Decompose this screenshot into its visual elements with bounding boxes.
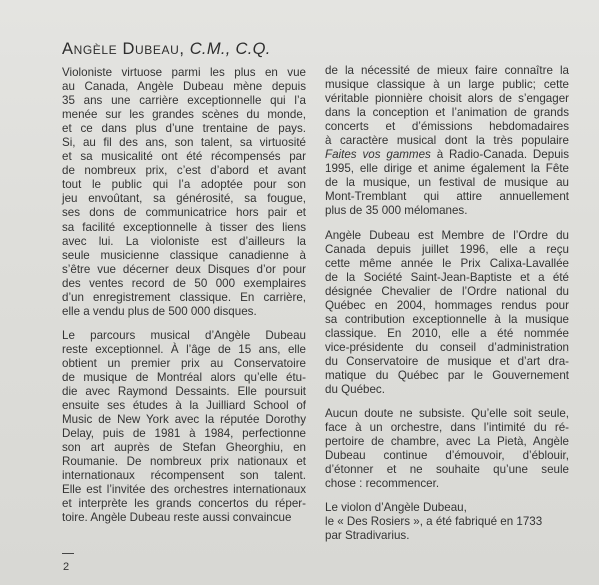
- text-line: du Québec.: [325, 383, 385, 397]
- text-line: son art auprès de Stefan Gheorghiu, en: [62, 441, 306, 455]
- text-line: et sa musicalité ont été récompensés par: [62, 150, 306, 164]
- text-line: toire. Angèle Dubeau reste aussi convaincue: [62, 511, 292, 525]
- text-line: concerts et d’émissions hebdomadaires: [325, 120, 569, 134]
- text-line: avec lui. La violoniste est d’ailleurs la: [62, 234, 306, 248]
- text-line: cette même année le Prix Calixa-Lavallée: [325, 256, 569, 270]
- text-line: d’un enregistrement classique. En carrière,: [62, 290, 306, 304]
- heading-separator: ,: [179, 40, 190, 58]
- text-line: jeu envoûtant, sa générosité, sa fougue,: [62, 192, 306, 206]
- text-line: die avec Raymond Dessaints. Elle poursuit: [62, 385, 306, 399]
- text-line: elle a vendu plus de 500 000 disques.: [62, 304, 257, 318]
- paragraph: [325, 229, 569, 398]
- text-line: ensuite ses études à la Juilliard School of: [62, 399, 306, 413]
- text-line: du Conservatoire de musique et d’art dra-: [325, 354, 569, 368]
- text-line: de musique de Montréal alors qu’elle étu-: [62, 370, 306, 384]
- text-line: de nombreux prix, c’est d’abord et avant: [62, 164, 306, 178]
- artist-credentials: C.M., C.Q.: [189, 40, 271, 58]
- text-line: Le violon d’Angèle Dubeau,: [325, 501, 467, 515]
- text-line: chose : recommencer.: [325, 477, 440, 491]
- text-line: ses dons de communicatrice hors pair et: [62, 206, 306, 220]
- text-line: Québec en 2004, hommages rendus pour: [325, 298, 569, 312]
- text-line: Music de New York avec la réputée Dorothy: [62, 413, 306, 427]
- text-line: de la musique, un festival de musique au: [325, 176, 569, 190]
- text-line: Elle est l’invitée des orchestres internationaux: [62, 483, 306, 497]
- page-heading: [62, 40, 271, 59]
- text-line: Dubeau continue d’émouvoir, d’éblouir,: [325, 449, 569, 463]
- text-line: par Stradivarius.: [325, 529, 410, 543]
- text-line: matique du Québec par le Gouvernement: [325, 368, 569, 382]
- text-line: Aucun doute ne subsiste. Qu’elle soit seule,: [325, 407, 569, 421]
- page-number: 2: [63, 561, 70, 573]
- text-line: de la Société Saint-Jean-Baptiste et a été: [325, 270, 569, 284]
- text-line: véritable pionnière choisit alors de s’engager: [325, 92, 569, 106]
- text-line: Violoniste virtuose parmi les plus en vue: [62, 66, 306, 79]
- text-line: Roumanie. De nombreux prix nationaux et: [62, 455, 306, 469]
- text-line: face à un orchestre, dans l’intimité du ré-: [325, 421, 569, 435]
- artist-name: Angèle Dubeau: [62, 40, 180, 58]
- text-line: s’être vue décerner deux Disques d’or pour: [62, 262, 306, 276]
- text-line: de la nécessité de mieux faire connaître la: [325, 64, 569, 77]
- text-line: Mont-Tremblant qui attire annuellement: [325, 190, 569, 204]
- paragraph: [325, 407, 569, 491]
- text-line: pertoire de chambre, avec La Pietà, Angèle: [325, 435, 569, 449]
- text-line: seule musicienne classique canadienne à: [62, 248, 306, 262]
- text-line: Canada depuis juillet 1996, elle a reçu: [325, 242, 569, 256]
- text-line: musique classique à un large public; cette: [325, 78, 569, 92]
- paragraph: [62, 329, 306, 526]
- text-line: et interprète les grands concertos du réper-: [62, 497, 306, 511]
- text-line: 35 ans une carrière exceptionnelle qui l’a: [62, 94, 306, 108]
- text-line: au Canada, Angèle Dubeau mène depuis: [62, 80, 306, 94]
- text-line: plus de 35 000 mélomanes.: [325, 204, 468, 218]
- text-line: Delay, puis de 1981 à 1984, perfectionne: [62, 427, 306, 441]
- right-column: [325, 64, 569, 554]
- text-line: à caractère musical dont la très populaire: [325, 134, 569, 148]
- text-line: vice-présidente du conseil d’administration: [325, 340, 569, 354]
- text-line: internationaux récompensent son talent.: [62, 469, 306, 483]
- text-line: obtient un premier prix au Conservatoire: [62, 356, 306, 370]
- paragraph: [62, 66, 306, 319]
- text-line: et ce dans plus d’une trentaine de pays.: [62, 122, 306, 136]
- paragraph: [325, 64, 569, 219]
- page-marker-rule: [62, 553, 74, 554]
- text-line: sa contribution exceptionnelle à la musique: [325, 312, 569, 326]
- text-line: Le parcours musical d’Angèle Dubeau: [62, 328, 306, 342]
- program-title: Faites vos gammes: [325, 148, 431, 162]
- text-line: sa facilité exceptionnelle à tisser des liens: [62, 220, 306, 234]
- paragraph: [325, 501, 569, 543]
- text-line: d’étonner et ne souhaite qu’une seule: [325, 463, 569, 477]
- text-line: 1995, elle dirige et anime également la Fête: [325, 162, 569, 176]
- text-line: le « Des Rosiers », a été fabriqué en 1733: [325, 515, 543, 529]
- text-line: tout le public qui l’a adoptée pour son: [62, 178, 306, 192]
- text-line: des ventes record de 50 000 exemplaires: [62, 276, 306, 290]
- text-line: reste exceptionnel. À l’âge de 15 ans, elle: [62, 342, 306, 356]
- text-line: désignée Chevalier de l’Ordre national du: [325, 284, 569, 298]
- text-line: Si, au fil des ans, son talent, sa virtuosité: [62, 136, 306, 150]
- text-line: dans la conception et l’animation de grands: [325, 106, 569, 120]
- text-line: Faites vos gammes à Radio-Canada. Depuis: [325, 148, 570, 162]
- text-line: classique. En 2010, elle a été nommée: [325, 326, 569, 340]
- text-line: Angèle Dubeau est Membre de l’Ordre du: [325, 228, 569, 242]
- left-column: [62, 66, 306, 536]
- text-line: menée sur les grandes scènes du monde,: [62, 108, 306, 122]
